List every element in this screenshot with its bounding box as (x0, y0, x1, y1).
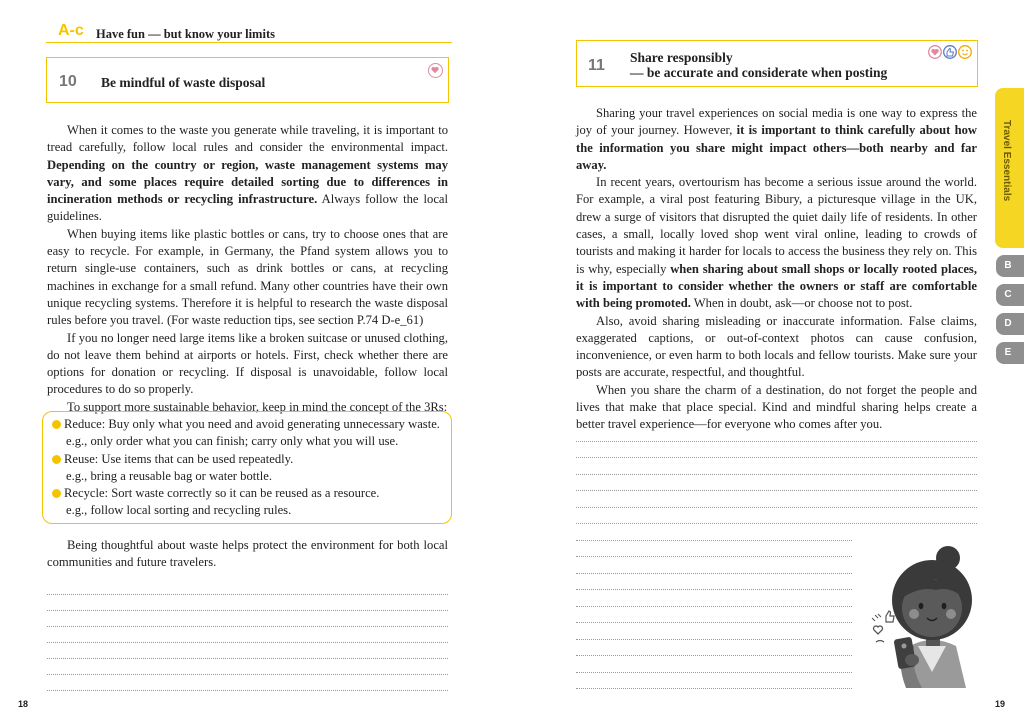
note-line (47, 594, 448, 595)
tips-list (52, 416, 440, 520)
note-line (47, 610, 448, 611)
tab-e[interactable]: E (996, 342, 1024, 364)
section-title-line2: — be accurate and considerate when posting (630, 65, 888, 80)
note-line (47, 658, 448, 659)
list-item: Recycle: Sort waste correctly so it can be reused as a resource. (52, 485, 440, 502)
note-line (576, 523, 977, 524)
bullet-icon (52, 420, 61, 429)
section-10-body (47, 122, 448, 416)
heart-icon (929, 46, 942, 59)
tab-c[interactable]: C (996, 284, 1024, 306)
closing-paragraph: Being thoughtful about waste helps protect the environment for both local communities and future travelers. (47, 538, 448, 570)
page-number-right: 19 (995, 699, 1006, 709)
note-line (576, 457, 977, 458)
section-title: Be mindful of waste disposal (101, 75, 266, 90)
note-line (576, 490, 977, 491)
paragraph: When it comes to the waste you generate while traveling, it is important to tread carefully, follow local rules and consider the environmental impact. Depending on the country or region, waste management systems may vary, and some places require detailed sorting due to differences in incineration methods or recycling infrastructure. Always follow the local guidelines. (47, 123, 448, 224)
note-line (576, 655, 852, 656)
smile-icon (959, 46, 972, 59)
paragraph: To support more sustainable behavior, keep in mind the concept of the 3Rs: (67, 399, 448, 414)
note-line (576, 573, 852, 574)
note-line (576, 556, 852, 557)
chapter-code: A-c (58, 22, 84, 39)
note-line (47, 626, 448, 627)
bullet-icon (52, 455, 61, 464)
note-line (576, 474, 977, 475)
thumbs-up-icon (944, 46, 957, 59)
paragraph: If you no longer need large items like a broken suitcase or unused clothing, do not leave them behind at airports or hotels. First, check whether there are options for donation or recycling. If disposal is unavoidable, follow local procedures to do so properly. (47, 330, 448, 397)
list-item-example: e.g., follow local sorting and recycling rules. (66, 503, 292, 518)
bullet-icon (52, 489, 61, 498)
note-line (576, 606, 852, 607)
note-line (576, 540, 852, 541)
heart-icon (428, 63, 443, 78)
section-11-body (576, 105, 977, 434)
note-line (47, 674, 448, 675)
note-line (576, 622, 852, 623)
section-icons (928, 44, 974, 60)
tab-travel-essentials-label: Travel Essentials (1001, 120, 1012, 202)
paragraph: When you share the charm of a destination, do not forget the people and lives that make that place special. Kind and mindful sharing helps create a better travel experience—for everyone who comes after you. (576, 382, 977, 432)
paragraph: When buying items like plastic bottles or cans, try to choose ones that are easy to recycle. For example, in Germany, the Pfand system allows you to return single-use containers, such as drink bottles or cans, at recycling machines in exchange for a small refund. Many other countries have their own unique recycling systems. Therefore it is helpful to research the waste disposal rules before you travel. (For waste reduction tips, see section P.74 D-e_61) (47, 226, 448, 328)
note-line (576, 639, 852, 640)
chapter-header (46, 22, 452, 43)
list-item-example: e.g., only order what you can finish; carry only what you will use. (66, 434, 399, 449)
paragraph: In recent years, overtourism has become a serious issue around the world. For example, a viral post featuring Bibury, a picturesque village in the UK, drew a surge of visitors that disrupted the quiet daily life of residents. In other cases, a small, locally loved shop went viral online, leading to crowds of tourists and making it harder for locals to access the business they rely on. This is why, especially when sharing about small shops or locally rooted places, it is important to consider whether the owners or staff are comfortable with being promoted. When in doubt, ask—or choose not to post. (576, 175, 977, 311)
tab-b[interactable]: B (996, 255, 1024, 277)
list-item: Reduce: Buy only what you need and avoid generating unnecessary waste. (52, 416, 440, 433)
tab-d[interactable]: D (996, 313, 1024, 335)
section-title-line1: Share responsibly (630, 50, 733, 65)
note-line (47, 690, 448, 691)
paragraph: Sharing your travel experiences on social media is one way to express the joy of your journey. However, it is important to think carefully about how the information you share might impact others—both nearby and far away. (576, 106, 977, 172)
chapter-title: Have fun — but know your limits (96, 27, 275, 41)
note-line (576, 688, 852, 689)
section-10-box (46, 57, 449, 103)
note-line (576, 441, 977, 442)
note-line (576, 672, 852, 673)
page-number-left: 18 (18, 699, 29, 709)
section-number: 11 (588, 57, 605, 74)
list-item-example: e.g., bring a reusable bag or water bottle. (66, 468, 272, 483)
note-line (47, 642, 448, 643)
note-line (576, 507, 977, 508)
section-number: 10 (59, 73, 77, 90)
note-line (576, 589, 852, 590)
section-11-box (576, 40, 978, 87)
tourist-illustration (866, 542, 982, 688)
list-item: Reuse: Use items that can be used repeatedly. (52, 451, 440, 468)
paragraph: Also, avoid sharing misleading or inaccurate information. False claims, exaggerated captions, or out-of-context photos can cause confusion, inconvenience, or even harm to both locals and fellow tourists. Make sure your posts are accurate, respectful, and thoughtful. (576, 313, 977, 380)
